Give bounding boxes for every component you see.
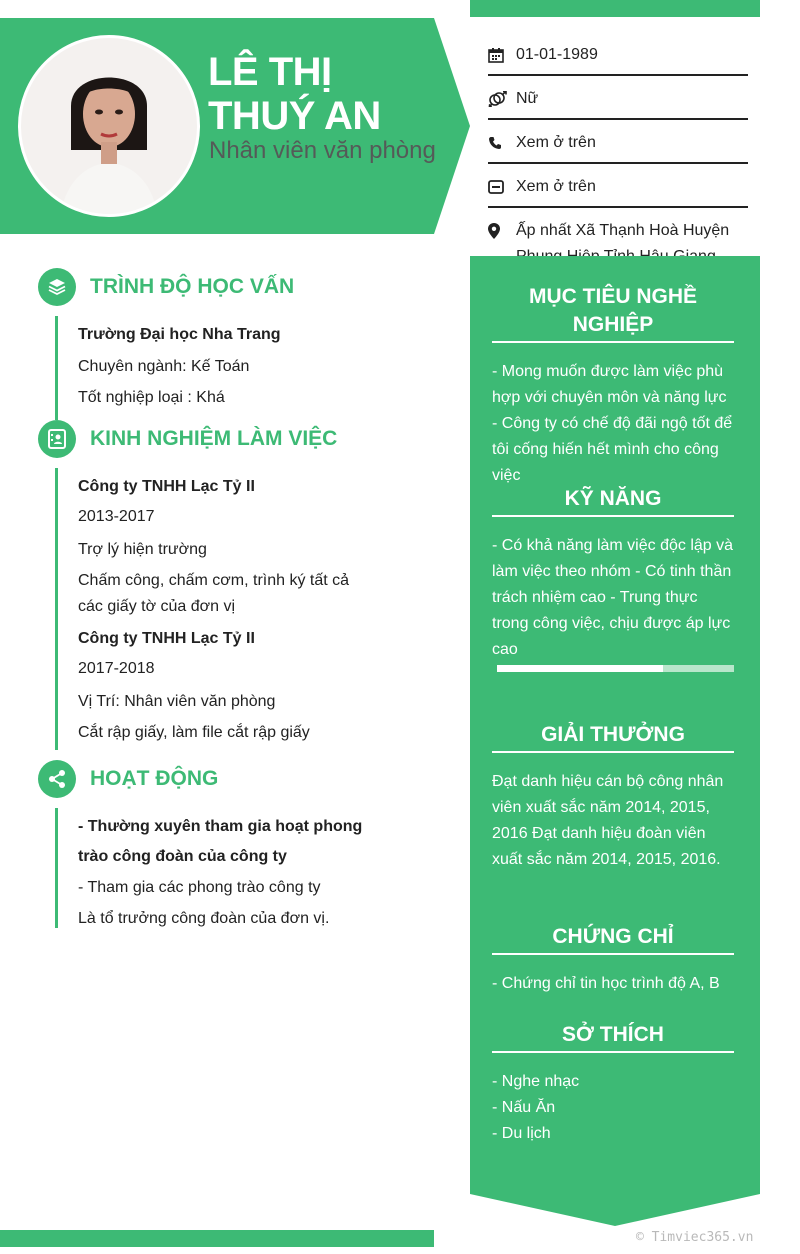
certificates-section bbox=[492, 923, 734, 997]
top-accent-bar bbox=[470, 0, 760, 17]
education-body bbox=[55, 316, 428, 420]
hobbies-section bbox=[492, 1021, 734, 1147]
gender-text: Nữ bbox=[516, 90, 539, 107]
skills-title: KỸ NĂNG bbox=[492, 485, 734, 517]
activities-title: HOẠT ĐỘNG bbox=[90, 767, 219, 790]
email-icon bbox=[488, 174, 516, 200]
activities-section bbox=[38, 760, 428, 928]
experience-item bbox=[78, 626, 428, 746]
activities-body bbox=[55, 808, 428, 928]
email-text: Xem ở trên bbox=[516, 178, 596, 195]
activities-line: Là tổ trưởng công đoàn của đơn vị. bbox=[78, 910, 330, 927]
activities-header bbox=[38, 760, 428, 798]
awards-title: GIẢI THƯỞNG bbox=[492, 721, 734, 753]
education-header bbox=[38, 268, 428, 306]
experience-header bbox=[38, 420, 428, 458]
certificates-text: - Chứng chỉ tin học trình độ A, B bbox=[492, 975, 720, 992]
phone-icon bbox=[488, 130, 516, 156]
avatar bbox=[18, 35, 200, 217]
right-panel-chevron bbox=[470, 1190, 760, 1226]
education-school: Trường Đại học Nha Trang bbox=[78, 326, 281, 343]
activities-line: - Tham gia các phong trào công ty bbox=[78, 879, 321, 896]
candidate-job-title: Nhân viên văn phòng bbox=[209, 137, 436, 164]
hobbies-title: SỞ THÍCH bbox=[492, 1021, 734, 1053]
awards-text: Đạt danh hiệu cán bộ công nhân viên xuất sắc năm 2014, 2015, 2016 Đạt danh hiệu đoàn viên xuất sắc năm 2014, 2015, 2016. bbox=[492, 773, 724, 868]
hobby-item: - Du lịch bbox=[492, 1125, 551, 1142]
contact-gender bbox=[488, 84, 748, 120]
skill-level-fill bbox=[497, 665, 663, 672]
education-major: Chuyên ngành: Kế Toán bbox=[78, 358, 250, 375]
hobby-item: - Nấu Ăn bbox=[492, 1099, 556, 1116]
footer-accent-bar bbox=[0, 1230, 434, 1247]
experience-description: Chấm công, chấm cơm, trình ký tất cả các giấy tờ của đơn vị bbox=[78, 572, 350, 615]
right-panel bbox=[470, 256, 760, 1226]
experience-company: Công ty TNHH Lạc Tỷ II bbox=[78, 478, 255, 495]
awards-section bbox=[492, 721, 734, 873]
contact-birthday bbox=[488, 40, 748, 76]
experience-period: 2013-2017 bbox=[78, 508, 155, 525]
experience-period: 2017-2018 bbox=[78, 660, 155, 677]
education-section bbox=[38, 268, 428, 420]
education-title: TRÌNH ĐỘ HỌC VẤN bbox=[90, 275, 295, 298]
address-text: Ấp nhất Xã Thạnh Hoà Huyện bbox=[516, 222, 730, 239]
experience-company: Công ty TNHH Lạc Tỷ II bbox=[78, 630, 255, 647]
experience-description: Cắt rập giấy, làm file cắt rập giấy bbox=[78, 724, 310, 741]
map-pin-icon bbox=[488, 218, 516, 244]
contact-list bbox=[488, 40, 748, 286]
profile-photo bbox=[21, 38, 197, 214]
layers-icon bbox=[38, 268, 76, 306]
contact-phone bbox=[488, 128, 748, 164]
certificates-title: CHỨNG CHỈ bbox=[492, 923, 734, 955]
copyright-text: © Timviec365.vn bbox=[636, 1230, 754, 1245]
experience-item bbox=[78, 474, 428, 620]
skill-level-bar bbox=[497, 665, 734, 672]
education-grade: Tốt nghiệp loại : Khá bbox=[78, 389, 225, 406]
experience-position: Vị Trí: Nhân viên văn phòng bbox=[78, 693, 276, 710]
contact-email bbox=[488, 172, 748, 208]
candidate-name: LÊ THỊ THUÝ AN bbox=[208, 50, 381, 138]
share-icon bbox=[38, 760, 76, 798]
experience-position: Trợ lý hiện trường bbox=[78, 541, 207, 558]
skills-section bbox=[492, 485, 734, 663]
gender-icon bbox=[488, 86, 516, 112]
hobby-item: - Nghe nhạc bbox=[492, 1073, 580, 1090]
activities-headline: - Thường xuyên tham gia hoạt phong trào công đoàn của công ty bbox=[78, 818, 363, 865]
experience-title: KINH NGHIỆM LÀM VIỆC bbox=[90, 427, 338, 450]
skills-text: - Có khả năng làm việc độc lập và làm việc theo nhóm - Có tinh thần trách nhiệm cao - Trung thực trong công việc, chịu được áp lực cao bbox=[492, 537, 734, 658]
experience-body bbox=[55, 468, 428, 750]
phone-text: Xem ở trên bbox=[516, 134, 596, 151]
career-goal-title: MỤC TIÊU NGHỀ NGHIỆP bbox=[492, 283, 734, 343]
calendar-icon bbox=[488, 42, 516, 68]
hobbies-list bbox=[492, 1069, 734, 1147]
id-card-icon bbox=[38, 420, 76, 458]
experience-section bbox=[38, 420, 428, 750]
career-goal-text: - Mong muốn được làm việc phù hợp với chuyên môn và năng lực - Công ty có chế độ đãi ngộ tốt để tôi cống hiến hết mình cho công việc bbox=[492, 363, 733, 484]
birthday-text: 01-01-1989 bbox=[516, 46, 598, 63]
career-goal-section bbox=[492, 283, 734, 489]
